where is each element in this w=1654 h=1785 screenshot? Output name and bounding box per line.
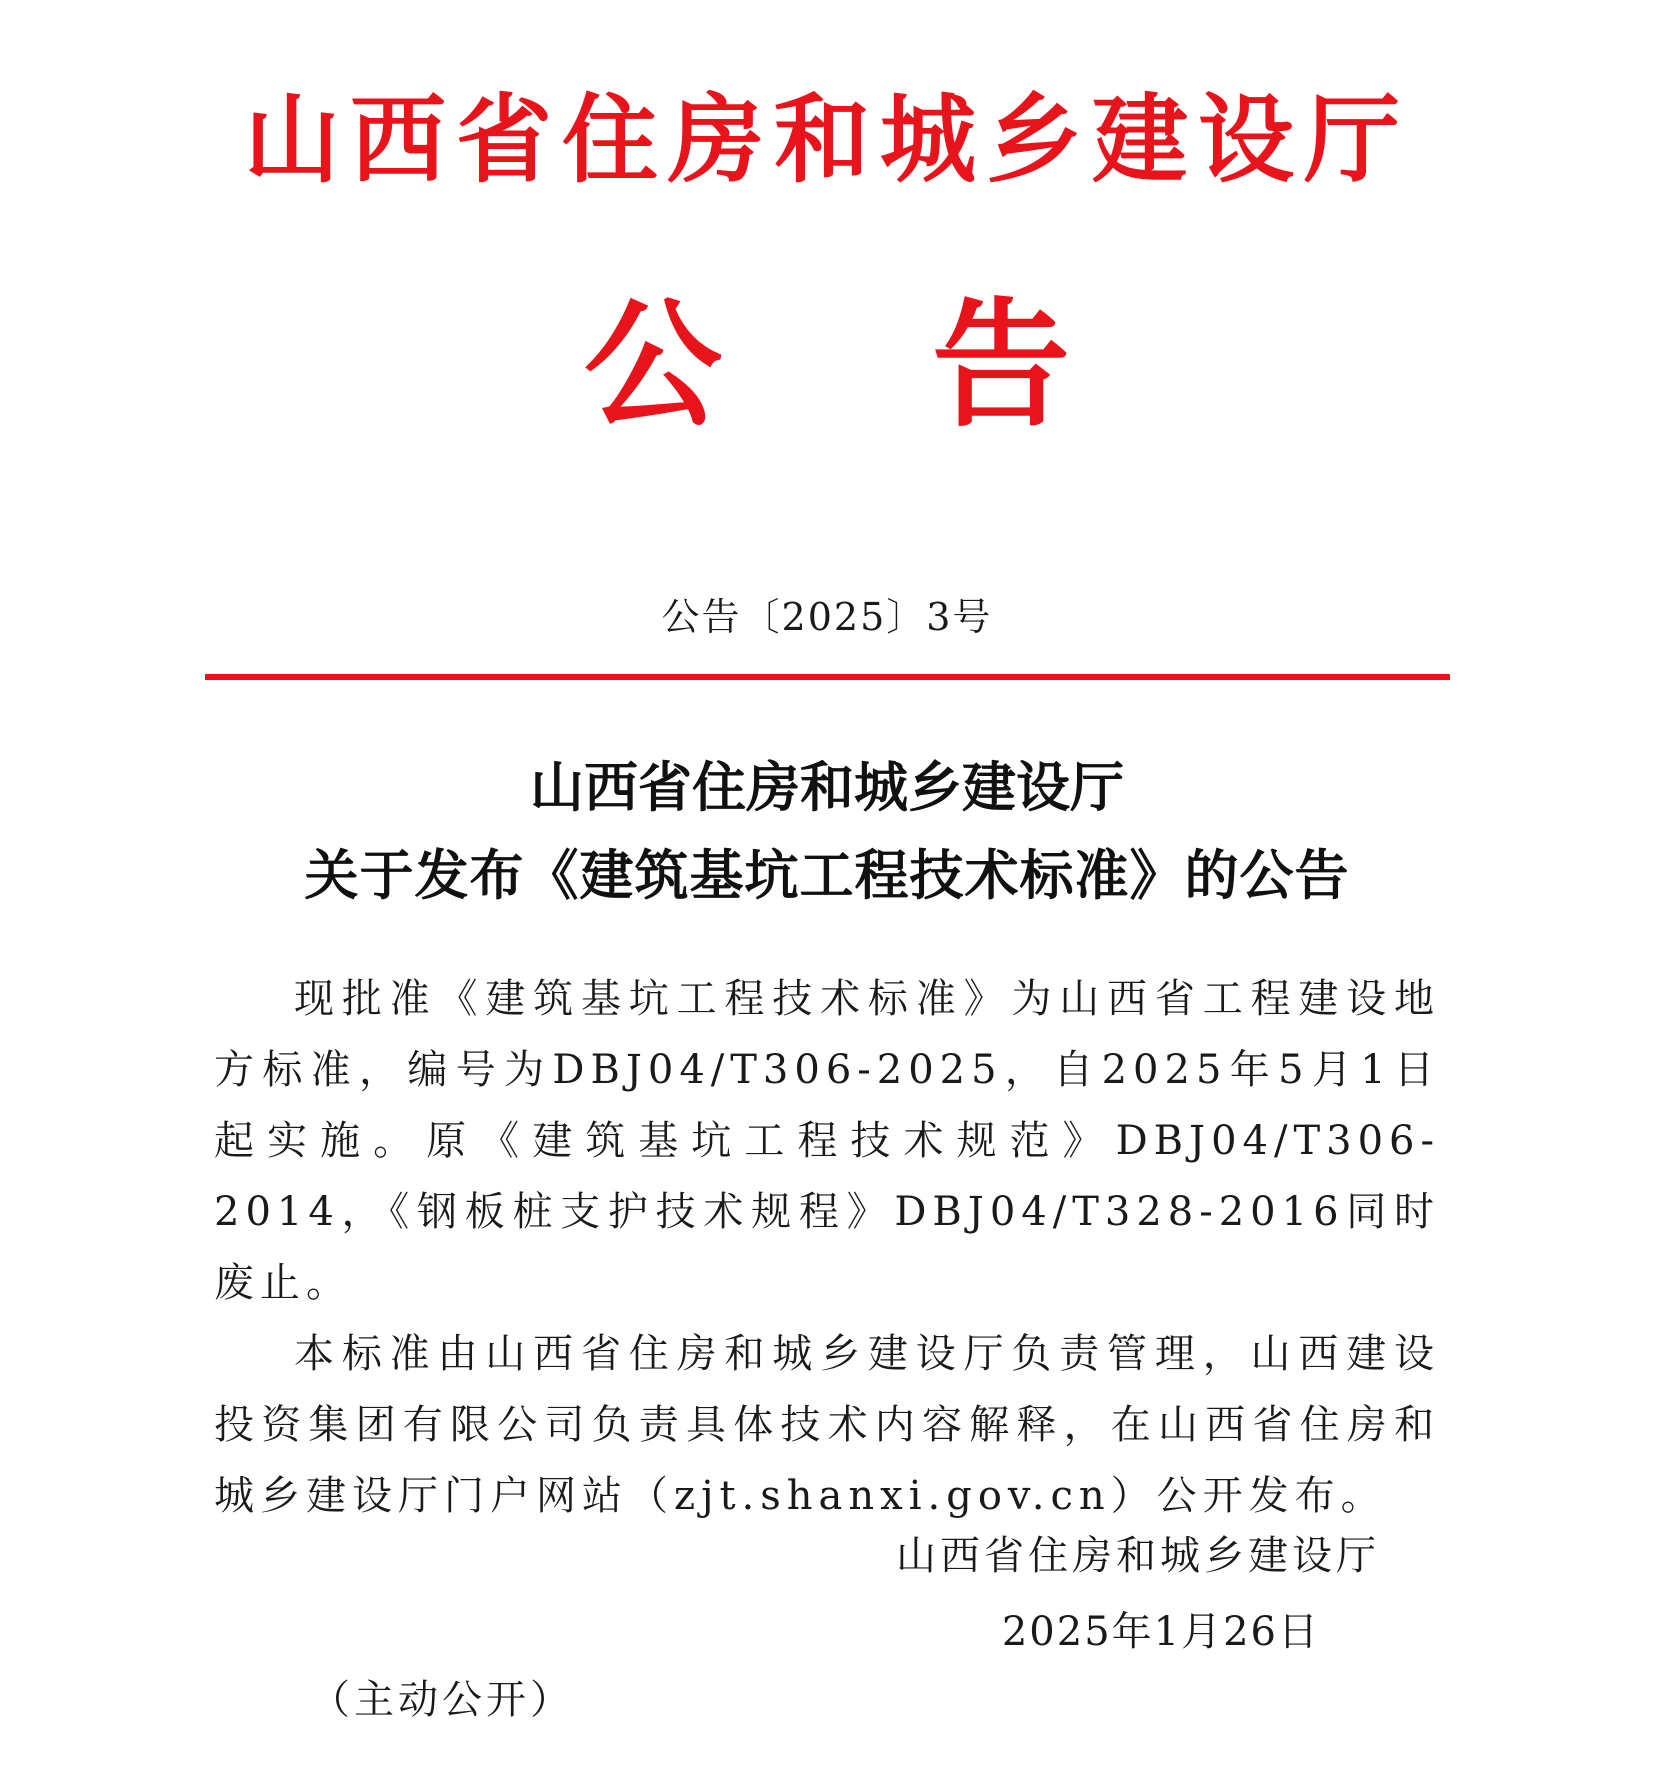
heading-line-2: 关于发布《建筑基坑工程技术标准》的公告 — [304, 843, 1350, 907]
masthead-doc-type — [0, 283, 1654, 446]
doc-type-char-2: 告 — [932, 283, 1071, 446]
disclosure-label: （主动公开） — [310, 1677, 574, 1723]
signature-org: 山西省住房和城乡建设厅 — [896, 1533, 1380, 1579]
heading-line-1: 山西省住房和城乡建设厅 — [530, 755, 1124, 819]
red-divider-line — [205, 674, 1450, 680]
signature-date: 2025年1月26日 — [1001, 1609, 1320, 1655]
body-paragraph-2: 本标准由山西省住房和城乡建设厅负责管理，山西建设投资集团有限公司负责具体技术内容解释，在山西省住房和城乡建设厅门户网站（zjt.shanxi.gov.cn）公开发布。 — [214, 1331, 1440, 1519]
doc-type-char-1: 公 — [583, 283, 722, 446]
masthead-org-title: 山西省住房和城乡建设厅 — [244, 83, 1410, 196]
body-paragraph-1: 现批准《建筑基坑工程技术标准》为山西省工程建设地方标准，编号为DBJ04/T306-2025，自2025年5月1日起实施。原《建筑基坑工程技术规范》DBJ04/T306-2014，《钢板桩支护技术规程》DBJ04/T328-2016同时废止。 — [214, 976, 1440, 1306]
announcement-body — [214, 964, 1440, 1532]
document-number: 公告〔2025〕3号 — [661, 595, 993, 639]
